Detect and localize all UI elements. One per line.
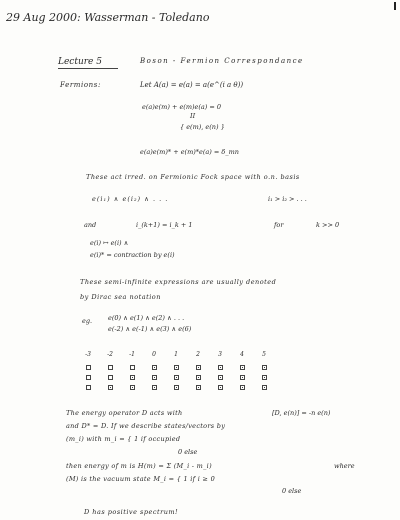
k-large: k >> 0 (316, 221, 340, 229)
sea-cell-empty (130, 365, 135, 370)
page-header: 29 Aug 2000: Wasserman - Toledano (6, 11, 210, 24)
semi-infinite-line-1: These semi-infinite expressions are usually denoted (80, 278, 277, 286)
sea-tick-label: 2 (196, 351, 200, 358)
index-ordering: i₁ > i₂ > . . . (268, 195, 307, 203)
for-word: for (274, 221, 284, 229)
energy-line-6: (M) is the vacuum state M_i = { 1 if i ≥ 0 (66, 475, 216, 483)
sea-cell-occupied (130, 385, 135, 390)
sea-cell-empty (86, 365, 91, 370)
sea-cell-occupied (262, 375, 267, 380)
sea-cell-occupied (196, 365, 201, 370)
fermions-label: Fermions: (60, 81, 101, 89)
sea-cell-empty (108, 365, 113, 370)
index-condition: i_(k+1) = i_k + 1 (136, 221, 193, 229)
sea-cell-occupied (174, 375, 179, 380)
sea-cell-occupied (196, 375, 201, 380)
semi-infinite-line-2: by Dirac sea notation (80, 293, 161, 301)
sea-cell-occupied (152, 365, 157, 370)
sea-tick-label: 0 (152, 351, 156, 358)
sea-cell-occupied (218, 365, 223, 370)
sea-cell-occupied (174, 365, 179, 370)
sea-tick-label: 5 (262, 351, 266, 358)
sea-cell-empty (86, 375, 91, 380)
sea-tick-label: 4 (240, 351, 244, 358)
sea-cell-occupied (130, 375, 135, 380)
energy-line-7: 0 else (282, 487, 302, 495)
sea-cell-occupied (152, 375, 157, 380)
sea-cell-empty (86, 385, 91, 390)
title-underline (58, 68, 118, 69)
example-line-1: e(0) ∧ e(1) ∧ e(2) ∧ . . . (108, 314, 185, 322)
sea-cell-occupied (196, 385, 201, 390)
example-line-2: e(-2) ∧ e(-1) ∧ e(3) ∧ e(6) (108, 325, 192, 333)
fock-space-line: These act irred. on Fermionic Fock space with o.n. basis (86, 173, 300, 181)
sea-tick-label: 1 (174, 351, 178, 358)
energy-line-4: 0 else (178, 448, 198, 456)
creation-action: e(i) ↦ e(i) ∧ (90, 239, 129, 247)
sea-tick-label: -1 (129, 351, 135, 358)
lecture-subtitle: Boson - Fermion Correspondance (140, 57, 304, 65)
corner-mark (394, 2, 396, 10)
sea-cell-occupied (108, 385, 113, 390)
sea-tick-label: -2 (107, 351, 113, 358)
sea-cell-occupied (240, 375, 245, 380)
anticommute-relation: e(a)e(m) + e(m)e(a) = 0 (142, 103, 222, 111)
energy-line-3: (m_i) with m_i = { 1 if occupied (66, 435, 181, 443)
example-label: eg. (82, 317, 93, 325)
sea-cell-occupied (262, 365, 267, 370)
energy-where: where (334, 462, 355, 470)
sea-cell-occupied (152, 385, 157, 390)
lecture-title: Lecture 5 (58, 57, 102, 67)
wedge-basis: e(i₁) ∧ e(i₂) ∧ . . . (92, 195, 169, 203)
anticommutator-bracket: { e(m), e(n) } (180, 123, 225, 131)
energy-line-2: and D* = D. If we describe states/vectors by (66, 422, 226, 430)
sea-cell-occupied (240, 385, 245, 390)
positive-spectrum: D has positive spectrum! (84, 508, 179, 516)
identity-mark: II (190, 112, 196, 120)
sea-cell-occupied (174, 385, 179, 390)
fermions-definition: Let A(a) = e(a) = a(e^(i a θ)) (140, 81, 244, 89)
sea-cell-occupied (218, 385, 223, 390)
sea-cell-occupied (262, 385, 267, 390)
energy-line-1: The energy operator D acts with (66, 409, 183, 417)
and-word: and (84, 221, 97, 229)
sea-cell-occupied (240, 365, 245, 370)
sea-tick-label: -3 (85, 351, 91, 358)
sea-cell-empty (108, 375, 113, 380)
clifford-relation: e(a)e(m)* + e(m)*e(a) = δ_mn (140, 148, 239, 156)
sea-tick-label: 3 (218, 351, 222, 358)
energy-line-5: then energy of m is H(m) = Σ (M_i - m_i) (66, 462, 212, 470)
annihilation-action: e(i)* = contraction by e(i) (90, 251, 175, 259)
sea-cell-occupied (218, 375, 223, 380)
energy-commutator: [D, e(n)] = -n e(n) (272, 409, 331, 417)
